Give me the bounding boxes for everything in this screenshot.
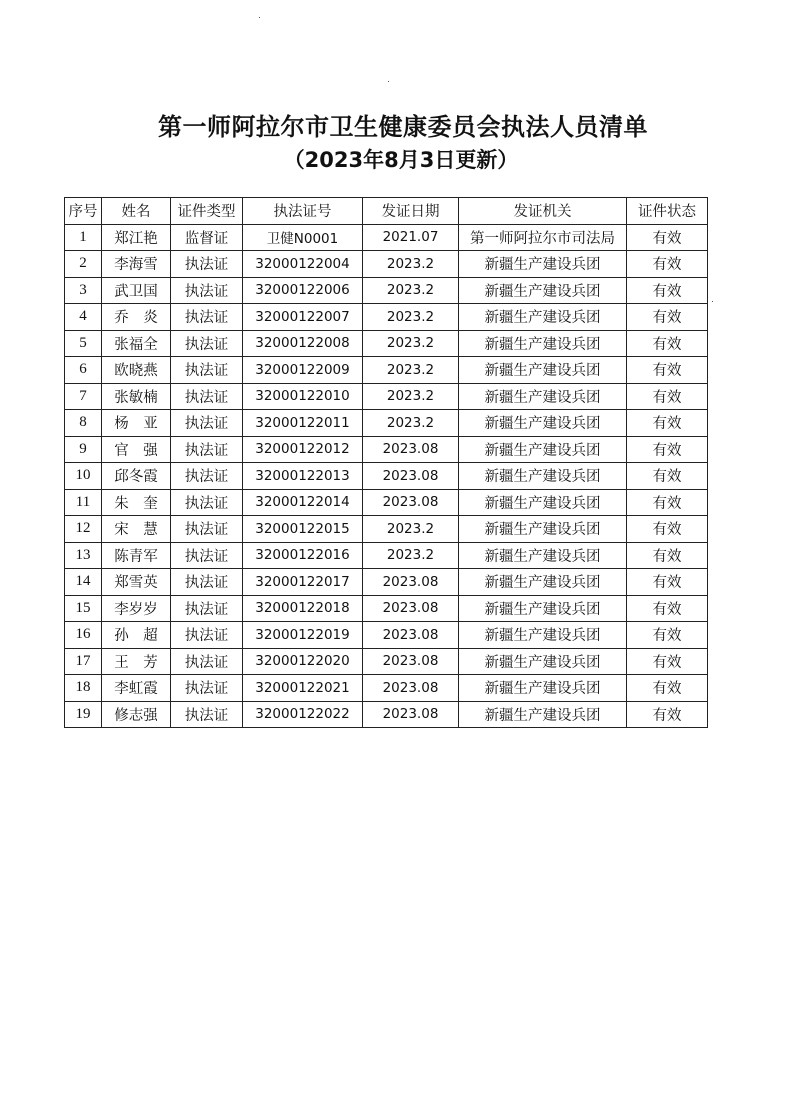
cell-issuing-authority: 新疆生产建设兵团 [459,463,627,490]
cell-cert-number: 32000122020 [243,648,363,675]
table-row [65,701,708,728]
table-row [65,383,708,410]
cell-cert-type: 监督证 [171,224,243,251]
cell-cert-number: 32000122018 [243,595,363,622]
cell-cert-type: 执法证 [171,436,243,463]
table-row [65,357,708,384]
cell-issue-date: 2023.2 [363,304,459,331]
cell-cert-number: 32000122015 [243,516,363,543]
cell-cert-status: 有效 [627,357,708,384]
cell-name: 张敏楠 [102,383,171,410]
cell-index: 13 [65,542,102,569]
cell-name: 邱冬霞 [102,463,171,490]
cell-cert-type: 执法证 [171,622,243,649]
cell-issuing-authority: 新疆生产建设兵团 [459,251,627,278]
cell-name: 李岁岁 [102,595,171,622]
table-row [65,277,708,304]
cell-index: 11 [65,489,102,516]
cell-index: 14 [65,569,102,596]
cell-index: 3 [65,277,102,304]
cell-index: 16 [65,622,102,649]
cell-issue-date: 2023.08 [363,595,459,622]
cell-issuing-authority: 新疆生产建设兵团 [459,436,627,463]
cell-cert-type: 执法证 [171,648,243,675]
table-row [65,251,708,278]
cell-name: 陈青军 [102,542,171,569]
cell-index: 9 [65,436,102,463]
cell-issue-date: 2023.08 [363,675,459,702]
cell-issuing-authority: 新疆生产建设兵团 [459,675,627,702]
cell-cert-type: 执法证 [171,383,243,410]
cell-issuing-authority: 新疆生产建设兵团 [459,701,627,728]
cell-issue-date: 2023.08 [363,701,459,728]
cell-cert-type: 执法证 [171,410,243,437]
cell-name: 欧晓燕 [102,357,171,384]
table-row [65,224,708,251]
cell-issue-date: 2023.08 [363,463,459,490]
cell-cert-type: 执法证 [171,542,243,569]
cell-issue-date: 2023.08 [363,436,459,463]
cell-cert-number: 32000122004 [243,251,363,278]
cell-issue-date: 2023.08 [363,648,459,675]
cell-cert-number: 32000122016 [243,542,363,569]
cell-cert-status: 有效 [627,622,708,649]
cell-index: 5 [65,330,102,357]
cell-cert-type: 执法证 [171,701,243,728]
table-row [65,569,708,596]
cell-cert-number: 32000122008 [243,330,363,357]
header-issuing-authority: 发证机关 [459,198,627,225]
cell-cert-number: 32000122014 [243,489,363,516]
cell-cert-number: 32000122011 [243,410,363,437]
cell-issuing-authority: 新疆生产建设兵团 [459,648,627,675]
cell-name: 王 芳 [102,648,171,675]
cell-cert-type: 执法证 [171,516,243,543]
cell-index: 8 [65,410,102,437]
cell-index: 18 [65,675,102,702]
cell-cert-type: 执法证 [171,251,243,278]
cell-issuing-authority: 新疆生产建设兵团 [459,516,627,543]
header-cert-status: 证件状态 [627,198,708,225]
cell-cert-status: 有效 [627,224,708,251]
table-row [65,304,708,331]
table-body [65,224,708,728]
cell-name: 李海雪 [102,251,171,278]
table-row [65,648,708,675]
cell-issue-date: 2023.2 [363,516,459,543]
table-header-row [65,198,708,225]
cell-cert-status: 有效 [627,251,708,278]
cell-cert-status: 有效 [627,410,708,437]
table-row [65,436,708,463]
cell-cert-number: 32000122022 [243,701,363,728]
cell-cert-status: 有效 [627,436,708,463]
cell-cert-type: 执法证 [171,595,243,622]
cell-name: 乔 炎 [102,304,171,331]
cell-name: 官 强 [102,436,171,463]
cell-name: 张福全 [102,330,171,357]
cell-index: 10 [65,463,102,490]
cell-index: 17 [65,648,102,675]
cell-name: 武卫国 [102,277,171,304]
cell-issuing-authority: 第一师阿拉尔市司法局 [459,224,627,251]
cell-cert-number: 32000122021 [243,675,363,702]
header-issue-date: 发证日期 [363,198,459,225]
personnel-table [64,197,708,728]
cell-name: 宋 慧 [102,516,171,543]
cell-issuing-authority: 新疆生产建设兵团 [459,542,627,569]
cell-issue-date: 2023.2 [363,357,459,384]
cell-index: 6 [65,357,102,384]
cell-issuing-authority: 新疆生产建设兵团 [459,304,627,331]
cell-cert-type: 执法证 [171,489,243,516]
cell-issuing-authority: 新疆生产建设兵团 [459,595,627,622]
cell-cert-status: 有效 [627,569,708,596]
cell-cert-number: 32000122006 [243,277,363,304]
cell-issuing-authority: 新疆生产建设兵团 [459,357,627,384]
cell-issue-date: 2023.2 [363,277,459,304]
cell-issue-date: 2023.08 [363,489,459,516]
cell-name: 郑江艳 [102,224,171,251]
cell-index: 15 [65,595,102,622]
header-cert-type: 证件类型 [171,198,243,225]
cell-issue-date: 2023.2 [363,383,459,410]
cell-cert-number: 32000122017 [243,569,363,596]
table-row [65,675,708,702]
table-row [65,410,708,437]
cell-cert-status: 有效 [627,595,708,622]
cell-issuing-authority: 新疆生产建设兵团 [459,622,627,649]
cell-cert-number: 卫健N0001 [243,224,363,251]
cell-name: 孙 超 [102,622,171,649]
cell-cert-status: 有效 [627,383,708,410]
cell-index: 12 [65,516,102,543]
table-row [65,622,708,649]
title-block [0,112,794,175]
cell-cert-type: 执法证 [171,463,243,490]
cell-issue-date: 2023.08 [363,622,459,649]
cell-cert-type: 执法证 [171,304,243,331]
table-row [65,516,708,543]
cell-cert-number: 32000122013 [243,463,363,490]
cell-cert-status: 有效 [627,675,708,702]
cell-name: 朱 奎 [102,489,171,516]
cell-issue-date: 2023.2 [363,410,459,437]
table-row [65,489,708,516]
cell-issuing-authority: 新疆生产建设兵团 [459,383,627,410]
cell-index: 2 [65,251,102,278]
table-row [65,330,708,357]
cell-cert-status: 有效 [627,304,708,331]
cell-issue-date: 2023.2 [363,542,459,569]
cell-index: 4 [65,304,102,331]
cell-cert-type: 执法证 [171,277,243,304]
cell-issue-date: 2021.07 [363,224,459,251]
cell-cert-status: 有效 [627,701,708,728]
cell-issuing-authority: 新疆生产建设兵团 [459,489,627,516]
cell-name: 修志强 [102,701,171,728]
cell-issue-date: 2023.2 [363,330,459,357]
cell-index: 7 [65,383,102,410]
document-subtitle: （2023年8月3日更新） [283,148,519,172]
cell-cert-number: 32000122012 [243,436,363,463]
cell-name: 李虹霞 [102,675,171,702]
cell-cert-type: 执法证 [171,569,243,596]
cell-issuing-authority: 新疆生产建设兵团 [459,569,627,596]
cell-issue-date: 2023.08 [363,569,459,596]
header-index: 序号 [65,198,102,225]
cell-cert-type: 执法证 [171,330,243,357]
cell-cert-status: 有效 [627,542,708,569]
cell-cert-status: 有效 [627,330,708,357]
table-row [65,463,708,490]
cell-issuing-authority: 新疆生产建设兵团 [459,410,627,437]
table-row [65,595,708,622]
cell-cert-status: 有效 [627,463,708,490]
document-title: 第一师阿拉尔市卫生健康委员会执法人员清单 [158,113,648,141]
cell-cert-status: 有效 [627,648,708,675]
cell-cert-number: 32000122007 [243,304,363,331]
cell-issuing-authority: 新疆生产建设兵团 [459,330,627,357]
cell-name: 郑雪英 [102,569,171,596]
cell-cert-number: 32000122019 [243,622,363,649]
cell-cert-type: 执法证 [171,357,243,384]
cell-cert-number: 32000122010 [243,383,363,410]
cell-cert-type: 执法证 [171,675,243,702]
cell-name: 杨 亚 [102,410,171,437]
cell-issuing-authority: 新疆生产建设兵团 [459,277,627,304]
header-cert-number: 执法证号 [243,198,363,225]
cell-cert-status: 有效 [627,516,708,543]
cell-cert-number: 32000122009 [243,357,363,384]
cell-cert-status: 有效 [627,489,708,516]
table-row [65,542,708,569]
cell-index: 1 [65,224,102,251]
cell-issue-date: 2023.2 [363,251,459,278]
cell-index: 19 [65,701,102,728]
header-name: 姓名 [102,198,171,225]
cell-cert-status: 有效 [627,277,708,304]
